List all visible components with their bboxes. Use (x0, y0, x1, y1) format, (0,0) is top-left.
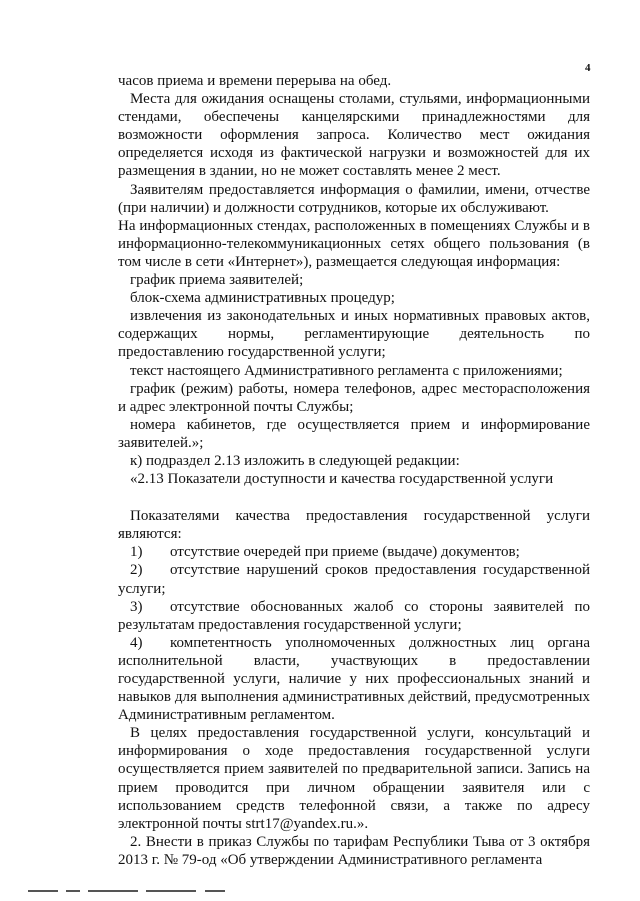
list-item: график (режим) работы, номера телефонов, адрес месторасположения и адрес электронной почты Службы; (118, 380, 590, 415)
scan-artifact-mark (146, 890, 196, 892)
paragraph: На информационных стендах, расположенных в помещениях Службы и в информационно-телекоммуникационных сетях общего пользования (в том числе в сети «Интернет»), размещается следующая информация: (118, 217, 590, 270)
spacer (118, 488, 590, 507)
scan-artifact-mark (66, 890, 80, 892)
list-item: блок-схема административных процедур; (130, 290, 395, 307)
item-text: отсутствие нарушений сроков предоставления государственной услуги; (118, 562, 590, 597)
paragraph: Места для ожидания оснащены столами, стульями, информационными стендами, обеспечены канцелярскими принадлежностями для возможности оформления запроса. Количество мест ожидания определяется исходя из фактической нагрузки и возможностей для их размещения в здании, но не может составлять менее 2 мест. (118, 91, 590, 180)
scan-artifact-mark (205, 890, 225, 892)
document-body (118, 72, 590, 869)
item-text: компетентность уполномоченных должностных лиц органа исполнительной власти, участвующих в предоставлении государственной услуги, наличие у них профессиональных знаний и навыков для выполнения административных действий, предусмотренных Административным регламентом. (118, 634, 590, 724)
scan-artifact-mark (28, 890, 58, 892)
item-text: отсутствие очередей при приеме (выдаче) документов; (170, 544, 520, 561)
item-text: отсутствие обоснованных жалоб со стороны заявителей по результатам предоставления государственной услуги; (118, 598, 590, 633)
item-number: 2) (130, 562, 143, 579)
item-number: 3) (130, 598, 143, 615)
paragraph: 2. Внести в приказ Службы по тарифам Республики Тыва от 3 октября 2013 г. № 79-од «Об утверждении Административного регламента (118, 833, 590, 868)
numbered-item (118, 634, 590, 724)
item-number: 1) (130, 544, 143, 561)
section-heading: «2.13 Показатели доступности и качества государственной услуги (130, 471, 554, 488)
numbered-item (118, 561, 590, 597)
paragraph: Показателями качества предоставления государственной услуги являются: (118, 508, 590, 543)
numbered-item (118, 543, 590, 561)
paragraph: Заявителям предоставляется информация о фамилии, имени, отчестве (при наличии) и должности сотрудников, которые их обслуживают. (118, 181, 590, 216)
item-number: 4) (130, 634, 143, 651)
page-number: 4 (585, 62, 591, 74)
paragraph: к) подраздел 2.13 изложить в следующей редакции: (130, 452, 460, 469)
scan-artifact-mark (88, 890, 138, 892)
list-item: извлечения из законодательных и иных нормативных правовых актов, содержащих нормы, регламентирующие деятельность по предоставлению государственной услуги; (118, 308, 590, 361)
numbered-item (118, 598, 590, 634)
list-item: номера кабинетов, где осуществляется прием и информирование заявителей.»; (118, 416, 590, 451)
list-item: график приема заявителей; (130, 272, 304, 289)
list-item: текст настоящего Административного регламента с приложениями; (130, 362, 563, 379)
paragraph: часов приема и времени перерыва на обед. (118, 73, 392, 89)
paragraph: В целях предоставления государственной услуги, консультаций и информирования о ходе предоставления государственной услуги осуществляется прием заявителей по предварительной записи. Запись на прием проводится при личном обращении заявителя или с использованием средств телефонной связи, а также по адресу электронной почты strt17@yandex.ru.». (118, 725, 590, 832)
